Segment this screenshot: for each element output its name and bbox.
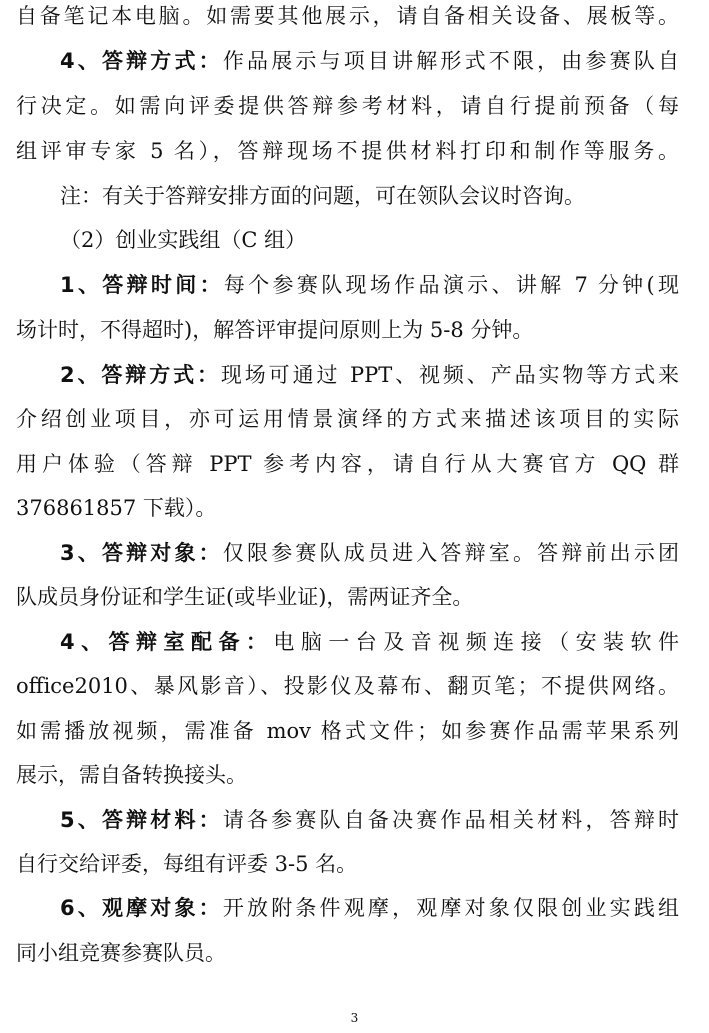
text-line: office2010、暴风影音）、投影仪及幕布、翻页笔；不提供网络。 <box>16 674 679 698</box>
text-line: 场计时，不得超时)，解答评审提问原则上为 5-8 分钟。 <box>16 318 534 342</box>
subsection-heading: （2）创业实践组（C 组） <box>60 228 307 252</box>
text-line: 组评审专家 5 名），答辩现场不提供材料打印和制作等服务。 <box>16 139 679 163</box>
text-line: 1、答辩时间：每个参赛队现场作品演示、讲解 7 分钟(现 <box>60 273 679 297</box>
section-label: 6、观摩对象： <box>60 896 223 920</box>
document-page <box>16 0 679 1033</box>
text-line: 自行交给评委，每组有评委 3-5 名。 <box>16 852 358 876</box>
text-line: 展示，需自备转换接头。 <box>16 763 247 787</box>
text-line: 自备笔记本电脑。如需要其他展示，请自备相关设备、展板等。 <box>16 4 679 28</box>
text-line: 介绍创业项目，亦可运用情景演绎的方式来描述该项目的实际 <box>16 407 679 431</box>
text-line: 2、答辩方式：现场可通过 PPT、视频、产品实物等方式来 <box>60 363 679 387</box>
page-number: 3 <box>350 1011 359 1025</box>
note-line: 注：有关于答辩安排方面的问题，可在领队会议时咨询。 <box>60 184 585 208</box>
text-line: 5、答辩材料：请各参赛队自备决赛作品相关材料，答辩时 <box>60 808 679 832</box>
text-line: 如需播放视频，需准备 mov 格式文件；如参赛作品需苹果系列 <box>16 719 679 743</box>
section-label: 5、答辩材料： <box>60 808 223 832</box>
text-line: 3、答辩对象：仅限参赛队成员进入答辩室。答辩前出示团 <box>60 541 679 565</box>
section-label: 3、答辩对象： <box>60 541 223 565</box>
text-line: 用户体验（答辩 PPT 参考内容，请自行从大赛官方 QQ 群 <box>16 452 679 476</box>
section-label: 4、答辩室配备： <box>60 630 274 654</box>
section-label: 2、答辩方式： <box>60 363 221 387</box>
text-line: 同小组竞赛参赛队员。 <box>16 941 226 965</box>
section-label: 4、答辩方式： <box>60 49 223 73</box>
text-line: 4、答辩方式：作品展示与项目讲解形式不限，由参赛队自 <box>60 49 679 73</box>
text-line: 队成员身份证和学生证(或毕业证)，需两证齐全。 <box>16 585 474 609</box>
text-line: 376861857 下载）。 <box>16 496 217 520</box>
text-line: 4、答辩室配备：电脑一台及音视频连接（安装软件 <box>60 630 679 654</box>
text-line: 6、观摩对象：开放附条件观摩，观摩对象仅限创业实践组 <box>60 896 679 920</box>
section-label: 1、答辩时间： <box>60 273 224 297</box>
text-line: 行决定。如需向评委提供答辩参考材料，请自行提前预备（每 <box>16 94 679 118</box>
